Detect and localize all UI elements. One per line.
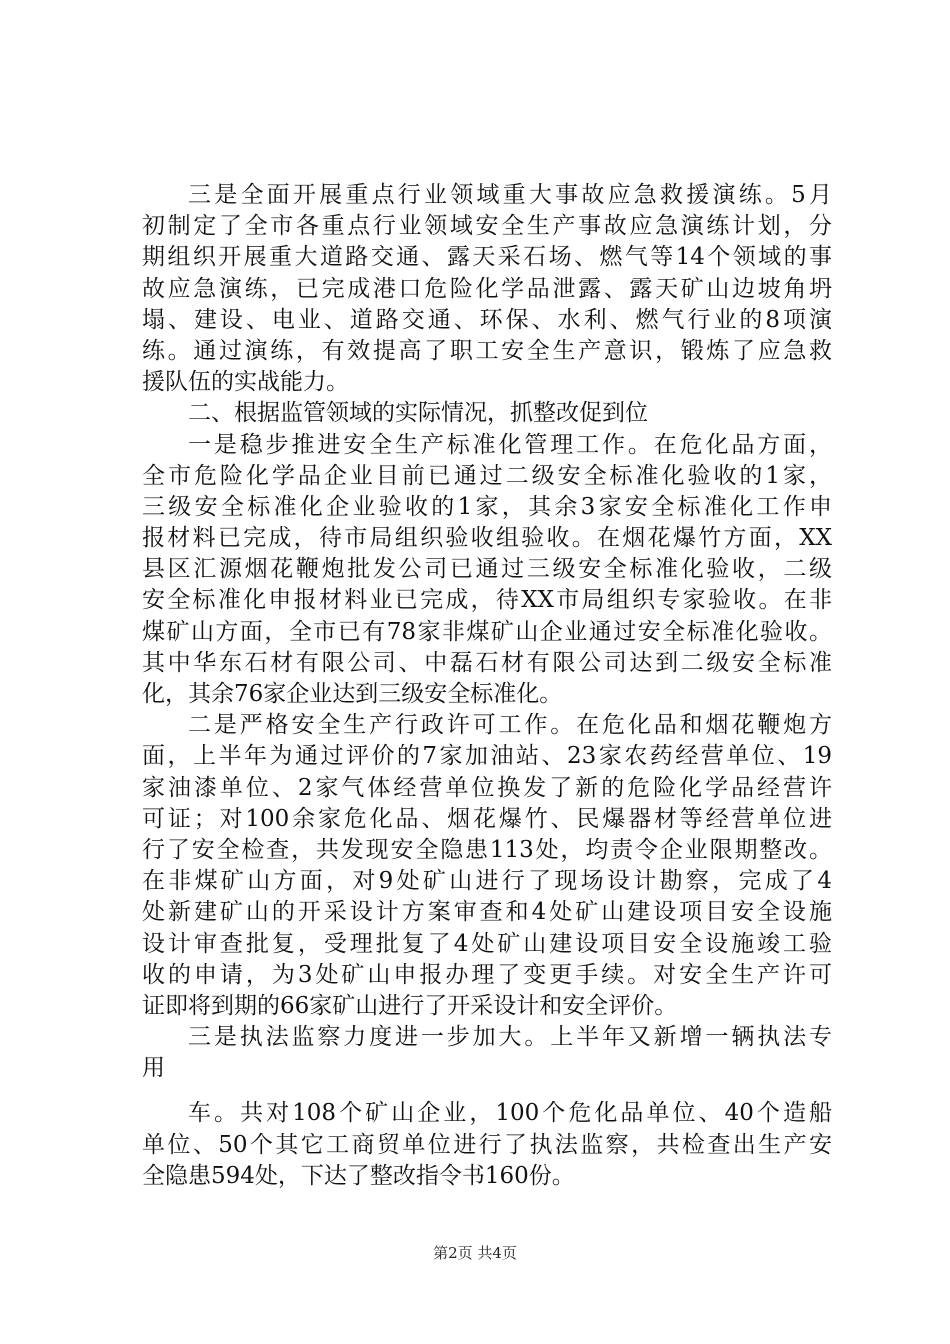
paragraph-emergency-drill (142, 180, 832, 398)
text-line: 援队伍的实战能力。 (142, 369, 349, 396)
text-line: 单位、50个其它工商贸单位进行了执法监察，共检查出生产安 (142, 1131, 832, 1158)
text-line: 练。通过演练，有效提高了职工安全生产意识，锻炼了应急救 (142, 337, 832, 364)
text-line: 县区汇源烟花鞭炮批发公司已通过三级安全标准化验收，二级 (142, 556, 832, 583)
paragraph-standardization (142, 430, 832, 711)
text-line: 三级安全标准化企业验收的1家，其余3家安全标准化工作申 (142, 493, 832, 520)
text-line: 安全标准化申报材料业已完成，待XX市局组织专家验收。在非 (142, 587, 832, 614)
paragraph-gap (142, 1084, 832, 1098)
text-line: 报材料已完成，待市局组织验收组验收。在烟花爆竹方面，XX (142, 525, 832, 552)
text-line: 期组织开展重大道路交通、露天采石场、燃气等14个领域的事 (142, 244, 832, 271)
heading-line: 二、根据监管领域的实际情况，抓整改促到位 (188, 400, 648, 427)
text-line: 证即将到期的66家矿山进行了开采设计和安全评价。 (142, 992, 678, 1019)
text-line: 面，上半年为通过评价的7家加油站、23家农药经营单位、19 (142, 743, 832, 770)
text-line: 在非煤矿山方面，对9处矿山进行了现场设计勘察，完成了4 (142, 868, 832, 895)
text-line: 初制定了全市各重点行业领域安全生产事故应急演练计划，分 (142, 213, 832, 240)
section-heading (142, 398, 832, 429)
text-line: 化，其余76家企业达到三级安全标准化。 (142, 681, 563, 707)
text-line: 全隐患594处，下达了整改指令书160份。 (142, 1162, 575, 1189)
text-line: 收的申请，为3处矿山申报办理了变更手续。对安全生产许可 (142, 961, 832, 988)
text-line: 三是全面开展重点行业领域重大事故应急救援演练。5月 (188, 182, 832, 208)
text-line: 设计审查批复，受理批复了4处矿山建设项目安全设施竣工验 (142, 930, 832, 957)
text-line: 其中华东石材有限公司、中磊石材有限公司达到二级安全标准 (142, 649, 832, 676)
text-line: 可证；对100余家危化品、烟花爆竹、民爆器材等经营单位进 (142, 805, 832, 832)
text-line: 家油漆单位、2家气体经营单位换发了新的危险化学品经营许 (142, 774, 832, 801)
paragraph-enforcement-continued (142, 1098, 832, 1192)
text-line: 三是执法监察力度进一步加大。上半年又新增一辆执法专 (188, 1024, 832, 1051)
text-line: 车。共对108个矿山企业，100个危化品单位、40个造船 (188, 1100, 832, 1127)
text-line: 处新建矿山的开采设计方案审查和4处矿山建设项目安全设施 (142, 899, 832, 926)
text-line: 故应急演练，已完成港口危险化学品泄露、露天矿山边坡角坍 (142, 275, 832, 302)
text-line: 用 (142, 1055, 165, 1082)
page-number-footer: 第2页 共4页 (433, 1244, 517, 1262)
text-line: 行了安全检查，共发现安全隐患113处，均责令企业限期整改。 (142, 836, 832, 863)
paragraph-enforcement (142, 1022, 832, 1084)
paragraph-licensing (142, 710, 832, 1022)
text-line: 煤矿山方面，全市已有78家非煤矿山企业通过安全标准化验收。 (142, 618, 832, 645)
text-line: 二是严格安全生产行政许可工作。在危化品和烟花鞭炮方 (188, 712, 832, 739)
text-line: 一是稳步推进安全生产标准化管理工作。在危化品方面， (188, 431, 832, 458)
text-line: 塌、建设、电业、道路交通、环保、水利、燃气行业的8项演 (142, 306, 832, 333)
text-line: 全市危险化学品企业目前已通过二级安全标准化验收的1家， (142, 462, 832, 489)
document-body (142, 180, 832, 1192)
